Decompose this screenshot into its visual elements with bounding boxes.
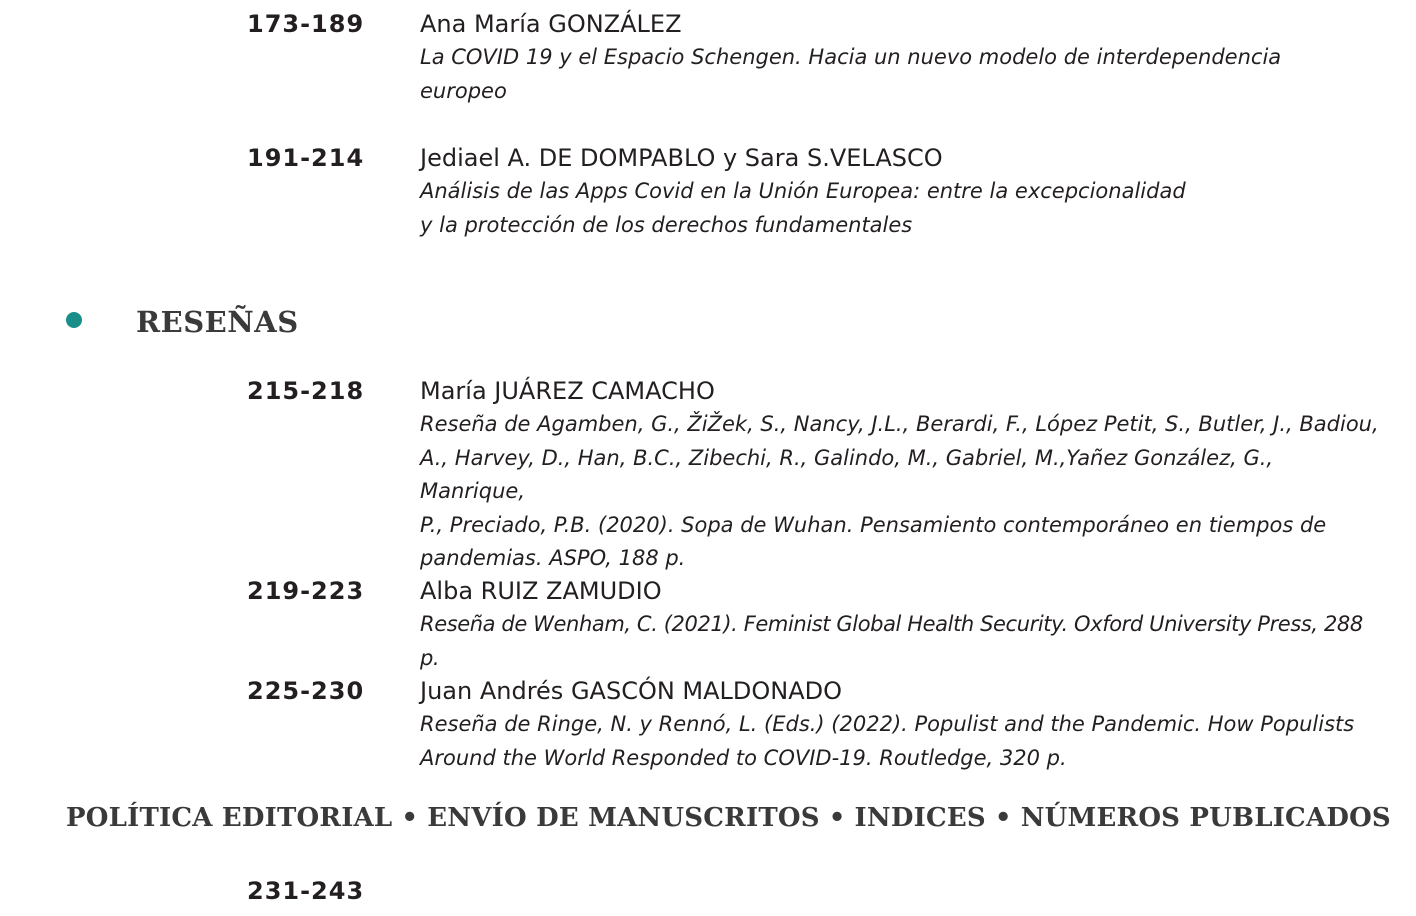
- title-line: europeo: [420, 78, 507, 103]
- editorial-item-numeros: NÚMEROS PUBLICADOS: [1020, 803, 1391, 833]
- bullet-icon: [66, 312, 82, 328]
- page-range: 219-223: [247, 577, 365, 605]
- title-line: Reseña de Agamben, G., ŽiŽek, S., Nancy, J.L., Berardi, F., López Petit, S., Butler, J., Badiou,: [420, 412, 1379, 436]
- article-title: [420, 175, 1380, 242]
- title-line: Around the World Responded to COVID-19. Routledge, 320 p.: [420, 745, 1067, 770]
- page-range: 225-230: [247, 677, 365, 705]
- separator: •: [994, 803, 1012, 833]
- title-line: P., Preciado, P.B. (2020). Sopa de Wuhan. Pensamiento contemporáneo en tiempos de: [420, 512, 1327, 537]
- title-line: Reseña de Wenham, C. (2021). Feminist Global Health Security. Oxford University Press, 288 p.: [420, 612, 1363, 670]
- review-title: [420, 708, 1380, 775]
- separator: •: [828, 803, 846, 833]
- title-line: Análisis de las Apps Covid en la Unión Europea: entre la excepcionalidad: [420, 179, 1186, 203]
- editorial-item-envio: ENVÍO DE MANUSCRITOS: [427, 803, 820, 833]
- author-name: Ana María GONZÁLEZ: [420, 10, 682, 38]
- section-heading-resenas: [66, 305, 299, 339]
- page-range: 231-243: [247, 877, 365, 905]
- editorial-item-politica: POLÍTICA EDITORIAL: [66, 803, 393, 833]
- page-range: 215-218: [247, 377, 365, 405]
- title-line: A., Harvey, D., Han, B.C., Zibechi, R., Galindo, M., Gabriel, M.,Yañez González, G., Manrique,: [420, 445, 1274, 503]
- title-line: La COVID 19 y el Espacio Schengen. Hacia un nuevo modelo de interdependencia: [420, 45, 1282, 69]
- review-title: [420, 408, 1380, 576]
- separator: •: [401, 803, 419, 833]
- section-title: RESEÑAS: [136, 305, 299, 339]
- title-line: y la protección de los derechos fundamentales: [420, 212, 913, 237]
- author-name: María JUÁREZ CAMACHO: [420, 377, 715, 405]
- page-range: 173-189: [247, 10, 365, 38]
- review-title: [420, 608, 1380, 675]
- title-line: pandemias. ASPO, 188 p.: [420, 546, 686, 570]
- editorial-bar: [66, 803, 1391, 833]
- author-name: Juan Andrés GASCÓN MALDONADO: [420, 677, 843, 705]
- editorial-item-indices: INDICES: [854, 803, 986, 833]
- author-name: Alba RUIZ ZAMUDIO: [420, 577, 662, 605]
- article-title: [420, 41, 1380, 108]
- page-range: 191-214: [247, 144, 365, 172]
- title-line: Reseña de Ringe, N. y Rennó, L. (Eds.) (2022). Populist and the Pandemic. How Populists: [420, 712, 1355, 736]
- author-name: Jediael A. DE DOMPABLO y Sara S.VELASCO: [420, 144, 943, 172]
